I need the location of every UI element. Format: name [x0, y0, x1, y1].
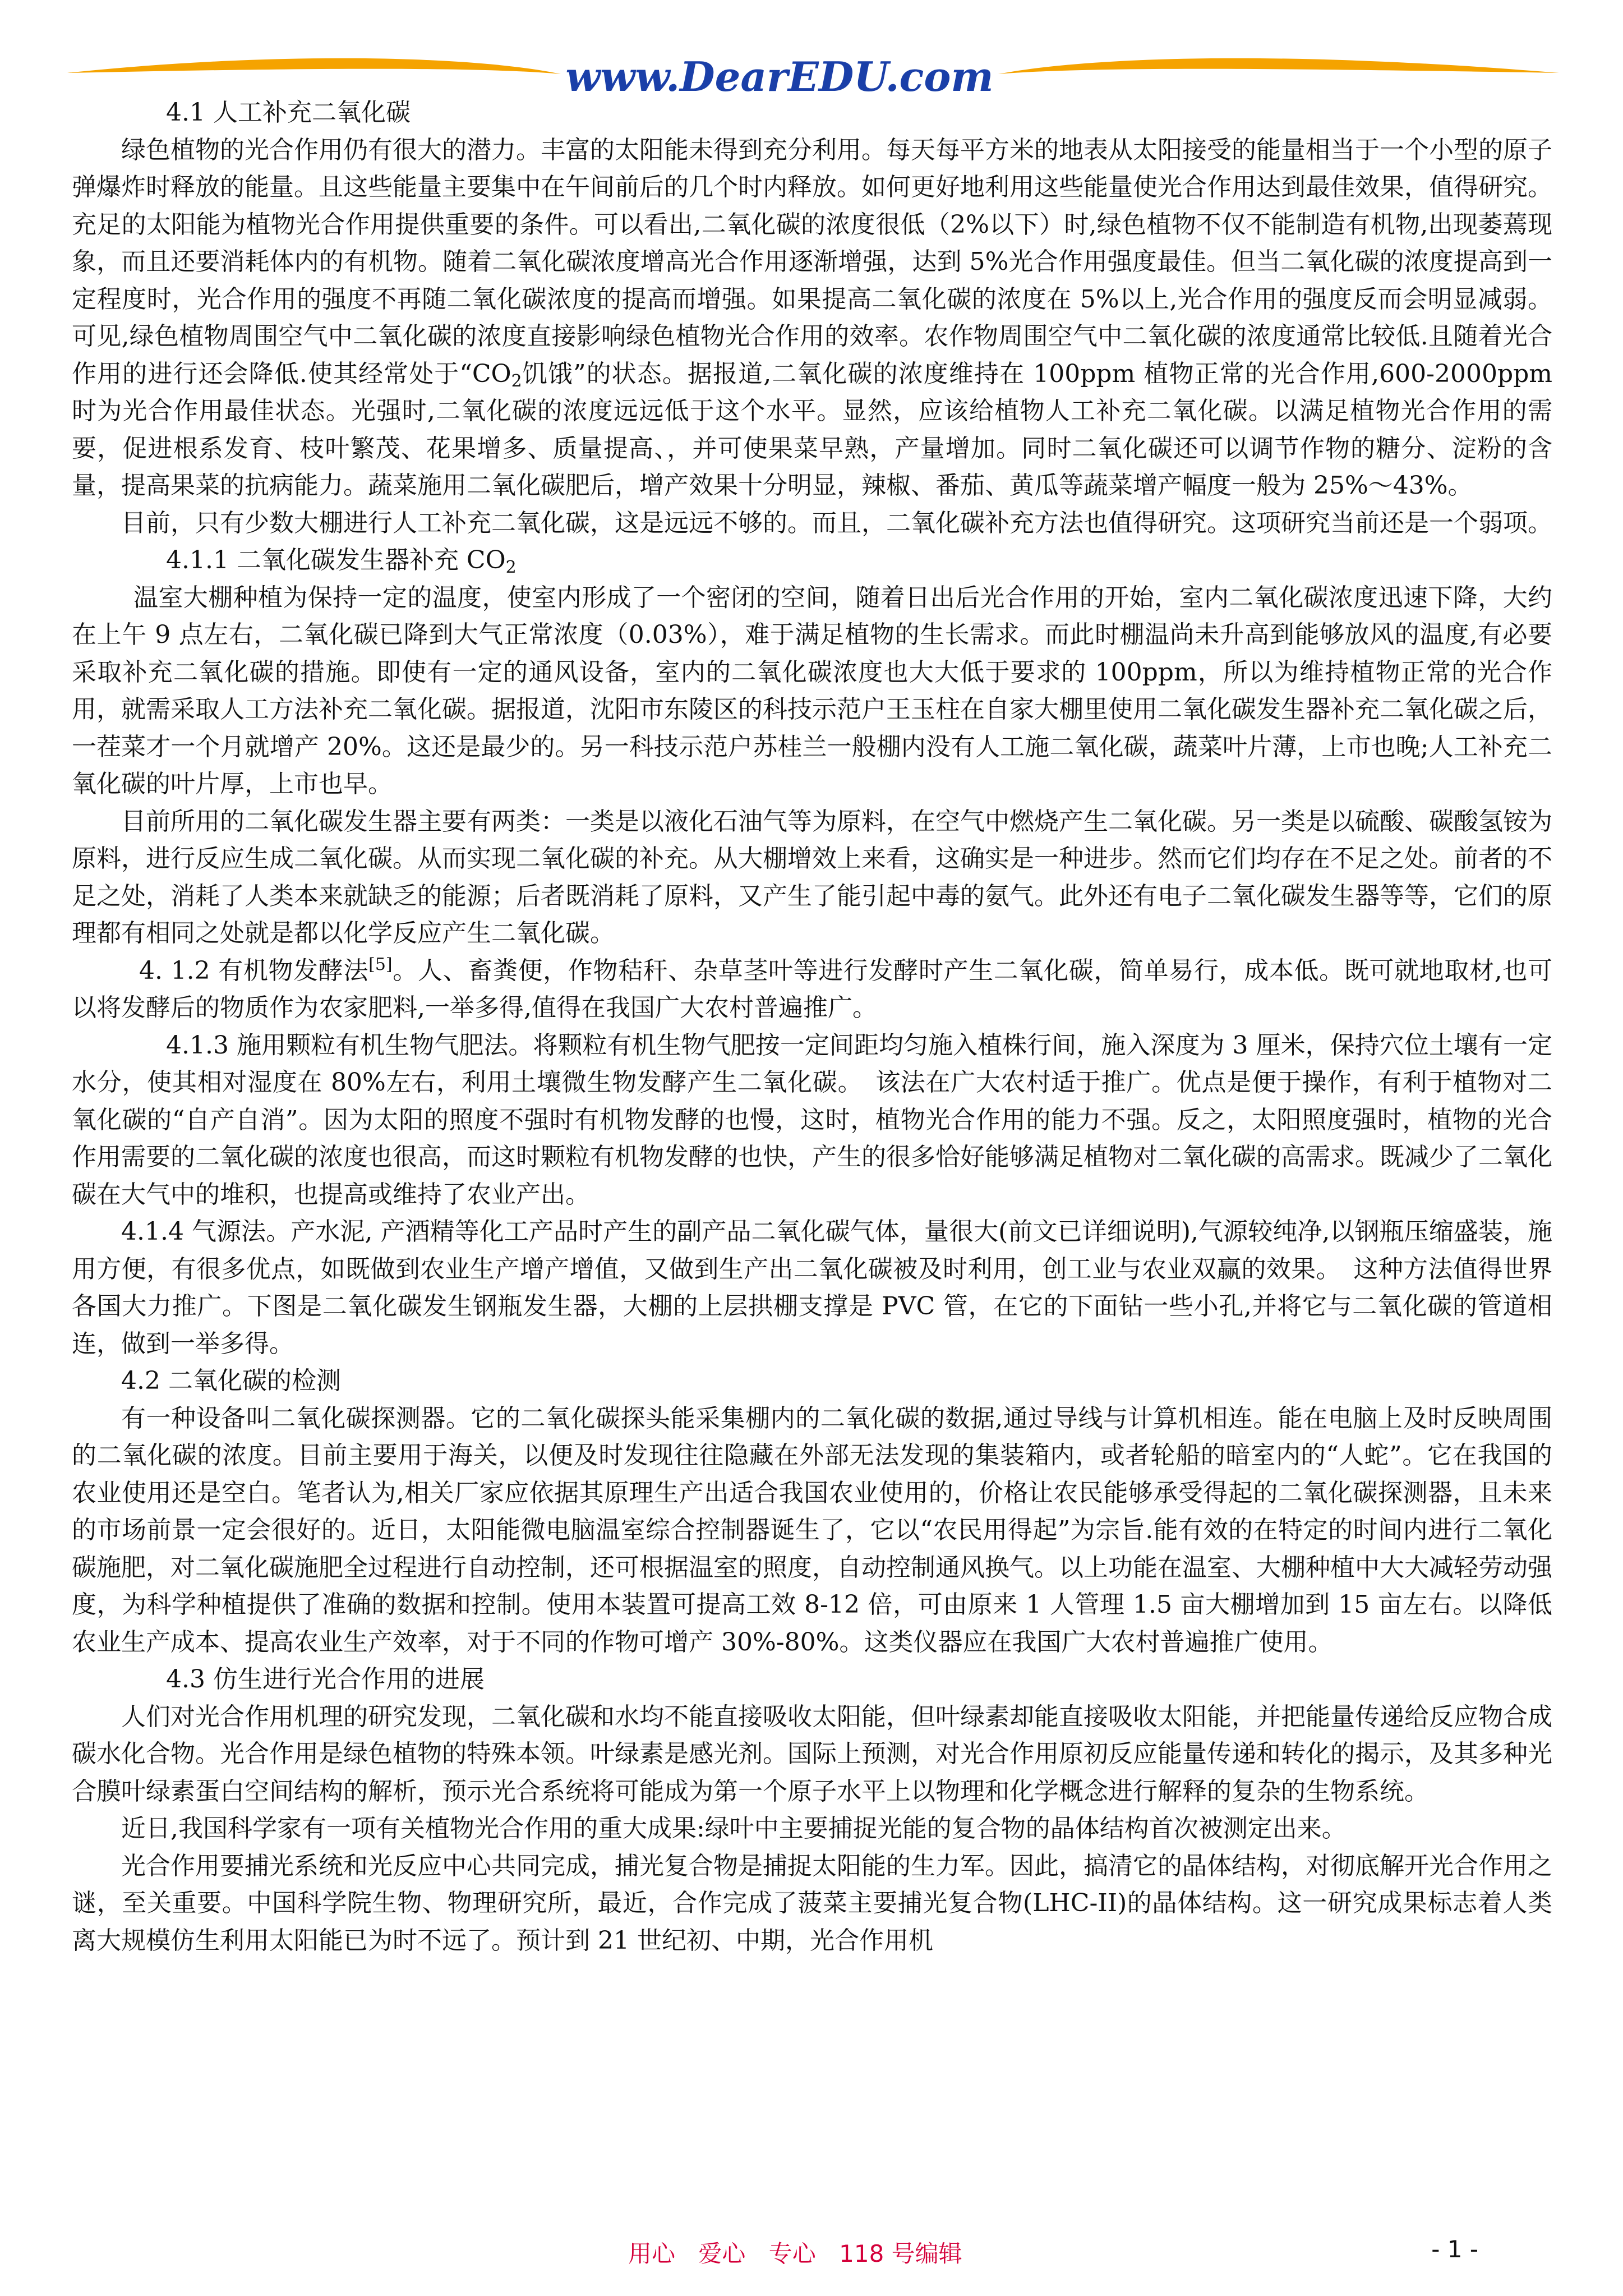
footer-motto: 用心 爱心 专心 118 号编辑: [628, 2240, 962, 2267]
paragraph: 近日,我国科学家有一项有关植物光合作用的重大成果:绿叶中主要捕捉光能的复合物的晶体结构首次被测定出来。: [121, 1814, 1347, 1843]
paragraph: 目前所用的二氧化碳发生器主要有两类：一类是以液化石油气等为原料，在空气中燃烧产生二氧化碳。另一类是以硫酸、碳酸氢铵为原料，进行反应生成二氧化碳。从而实现二氧化碳的补充。从大棚增效上来看，这确实是一种进步。然而它们均存在不足之处。前者的不足之处，消耗了人类本来就缺乏的能源；后者既消耗了原料，又产生了能引起中毒的氨气。此外还有电子二氧化碳发生器等等，它们的原理都有相同之处就是都以化学反应产生二氧化碳。: [72, 807, 1552, 947]
page-footer: [0, 2235, 1623, 2275]
logo-swoosh-right: [998, 58, 1559, 74]
paragraph: 有一种设备叫二氧化碳探测器。它的二氧化碳探头能采集棚内的二氧化碳的数据,通过导线与计算机相连。能在电脑上及时反映周围的二氧化碳的浓度。目前主要用于海关，以便及时发现往往隐藏在外部无法发现的集装箱内，或者轮船的暗室内的“人蛇”。它在我国的农业使用还是空白。笔者认为,相关厂家应依据其原理生产出适合我国农业使用的，价格让农民能够承受得起的二氧化碳探测器，且未来的市场前景一定会很好的。近日，太阳能微电脑温室综合控制器诞生了，它以“农民用得起”为宗旨.能有效的在特定的时间内进行二氧化碳施肥，对二氧化碳施肥全过程进行自动控制，还可根据温室的照度，自动控制通风换气。以上功能在温室、大棚种植中大大减轻劳动强度，为科学种植提供了准确的数据和控制。使用本装置可提高工效 8-12 倍，可由原来 1 人管理 1.5 亩大棚增加到 15 亩左右。以降低农业生产成本、提高农业生产效率，对于不同的作物可增产 30%-80%。这类仪器应在我国广大农村普遍推广使用。: [72, 1404, 1552, 1657]
paragraph-4-1-2: 4. 1.2 有机物发酵法[5]。人、畜粪便，作物秸秆、杂草茎叶等进行发酵时产生二氧化碳，简单易行，成本低。既可就地取材,也可以将发酵后的物质作为农家肥料,一举多得,值得在我国广大农村普遍推广。: [72, 954, 1552, 1022]
paragraph-4-1-4: 4.1.4 气源法。产水泥, 产酒精等化工产品时产生的副产品二氧化碳气体，量很大(前文已详细说明),气源较纯净,以钢瓶压缩盛装，施用方便，有很多优点，如既做到农业生产增产增值，又做到生产出二氧化碳被及时利用，创工业与农业双赢的效果。 这种方法值得世界各国大力推广。下图是二氧化碳发生钢瓶发生器，大棚的上层拱棚支撑是 PVC 管，在它的下面钻一些小孔,并将它与二氧化碳的管道相连，做到一举多得。: [72, 1217, 1552, 1358]
logo-text: www.DearEDU.com: [565, 53, 994, 100]
document-body: [72, 94, 1552, 1959]
paragraph: 人们对光合作用机理的研究发现，二氧化碳和水均不能直接吸收太阳能，但叶绿素却能直接吸收太阳能，并把能量传递给反应物合成碳水化合物。光合作用是绿色植物的特殊本领。叶绿素是感光剂。国际上预测，对光合作用原初反应能量传递和转化的揭示，及其多种光合膜叶绿素蛋白空间结构的解析，预示光合系统将可能成为第一个原子水平上以物理和化学概念进行解释的复杂的生物系统。: [72, 1702, 1552, 1806]
page-number: - 1 -: [1431, 2235, 1478, 2263]
paragraph: 光合作用要捕光系统和光反应中心共同完成，捕光复合物是捕捉太阳能的生力军。因此，搞清它的晶体结构，对彻底解开光合作用之谜，至关重要。中国科学院生物、物理研究所，最近，合作完成了菠菜主要捕光复合物(LHC-II)的晶体结构。这一研究成果标志着人类离大规模仿生利用太阳能已为时不远了。预计到 21 世纪初、中期，光合作用机: [72, 1851, 1552, 1955]
section-heading-4-3: 4.3 仿生进行光合作用的进展: [166, 1665, 485, 1694]
section-heading-4-1-1: 4.1.1 二氧化碳发生器补充 $CO_2$: [166, 546, 517, 577]
citation-5: [5]: [368, 954, 393, 974]
section-heading-4-2: 4.2 二氧化碳的检测: [121, 1366, 341, 1395]
paragraph: 温室大棚种植为保持一定的温度，使室内形成了一个密闭的空间，随着日出后光合作用的开始，室内二氧化碳浓度迅速下降，大约在上午 9 点左右，二氧化碳已降到大气正常浓度（0.03%），难于满足植物的生长需求。而此时棚温尚未升高到能够放风的温度,有必要采取补充二氧化碳的措施。即使有一定的通风设备，室内的二氧化碳浓度也大大低于要求的 100ppm，所以为维持植物正常的光合作用，就需采取人工方法补充二氧化碳。据报道，沈阳市东陵区的科技示范户王玉柱在自家大棚里使用二氧化碳发生器补充二氧化碳之后，一茬菜才一个月就增产 20%。这还是最少的。另一科技示范户苏桂兰一般棚内没有人工施二氧化碳，蔬菜叶片薄，上市也晚;人工补充二氧化碳的叶片厚，上市也早。: [72, 583, 1552, 798]
paragraph: 绿色植物的光合作用仍有很大的潜力。丰富的太阳能未得到充分利用。每天每平方米的地表从太阳接受的能量相当于一个小型的原子弹爆炸时释放的能量。且这些能量主要集中在午间前后的几个时内释放。如何更好地利用这些能量使光合作用达到最佳效果，值得研究。充足的太阳能为植物光合作用提供重要的条件。可以看出,二氧化碳的浓度很低（2%以下）时,绿色植物不仅不能制造有机物,出现萎蔫现象，而且还要消耗体内的有机物。随着二氧化碳浓度增高光合作用逐渐增强，达到 5%光合作用强度最佳。但当二氧化碳的浓度提高到一定程度时，光合作用的强度不再随二氧化碳浓度的提高而增强。如果提高二氧化碳的浓度在 5%以上,光合作用的强度反而会明显减弱。可见,绿色植物周围空气中二氧化碳的浓度直接影响绿色植物光合作用的效率。农作物周围空气中二氧化碳的浓度通常比较低.且随着光合作用的进行还会降低.使其经常处于“$CO_2$饥饿”的状态。据报道,二氧化碳的浓度维持在 100ppm 植物正常的光合作用,600-2000ppm 时为光合作用最佳状态。光强时,二氧化碳的浓度远远低于这个水平。显然，应该给植物人工补充二氧化碳。以满足植物光合作用的需要，促进根系发育、枝叶繁茂、花果增多、质量提高、，并可使果菜早熟，产量增加。同时二氧化碳还可以调节作物的糖分、淀粉的含量，提高果菜的抗病能力。蔬菜施用二氧化碳肥后，增产效果十分明显，辣椒、番茄、黄瓜等蔬菜增产幅度一般为 25%～43%。: [72, 135, 1553, 500]
paragraph-4-1-3: 4.1.3 施用颗粒有机生物气肥法。将颗粒有机生物气肥按一定间距均匀施入植株行间，施入深度为 3 厘米，保持穴位土壤有一定水分，使其相对湿度在 80%左右，利用土壤微生物发酵产生二氧化碳。 该法在广大农村适于推广。优点是便于操作，有利于植物对二氧化碳的“自产自消”。因为太阳的照度不强时有机物发酵的也慢，这时，植物光合作用的能力不强。反之，太阳照度强时，植物的光合作用需要的二氧化碳的浓度也很高，而这时颗粒有机物发酵的也快，产生的很多恰好能够满足植物对二氧化碳的高需求。既减少了二氧化碳在大气中的堆积，也提高或维持了农业产出。: [72, 1030, 1552, 1209]
section-heading-4-1: 4.1 人工补充二氧化碳: [166, 98, 411, 127]
logo-swoosh-left: [67, 58, 561, 74]
paragraph: 目前，只有少数大棚进行人工补充二氧化碳，这是远远不够的。而且，二氧化碳补充方法也值得研究。这项研究当前还是一个弱项。: [121, 508, 1552, 537]
